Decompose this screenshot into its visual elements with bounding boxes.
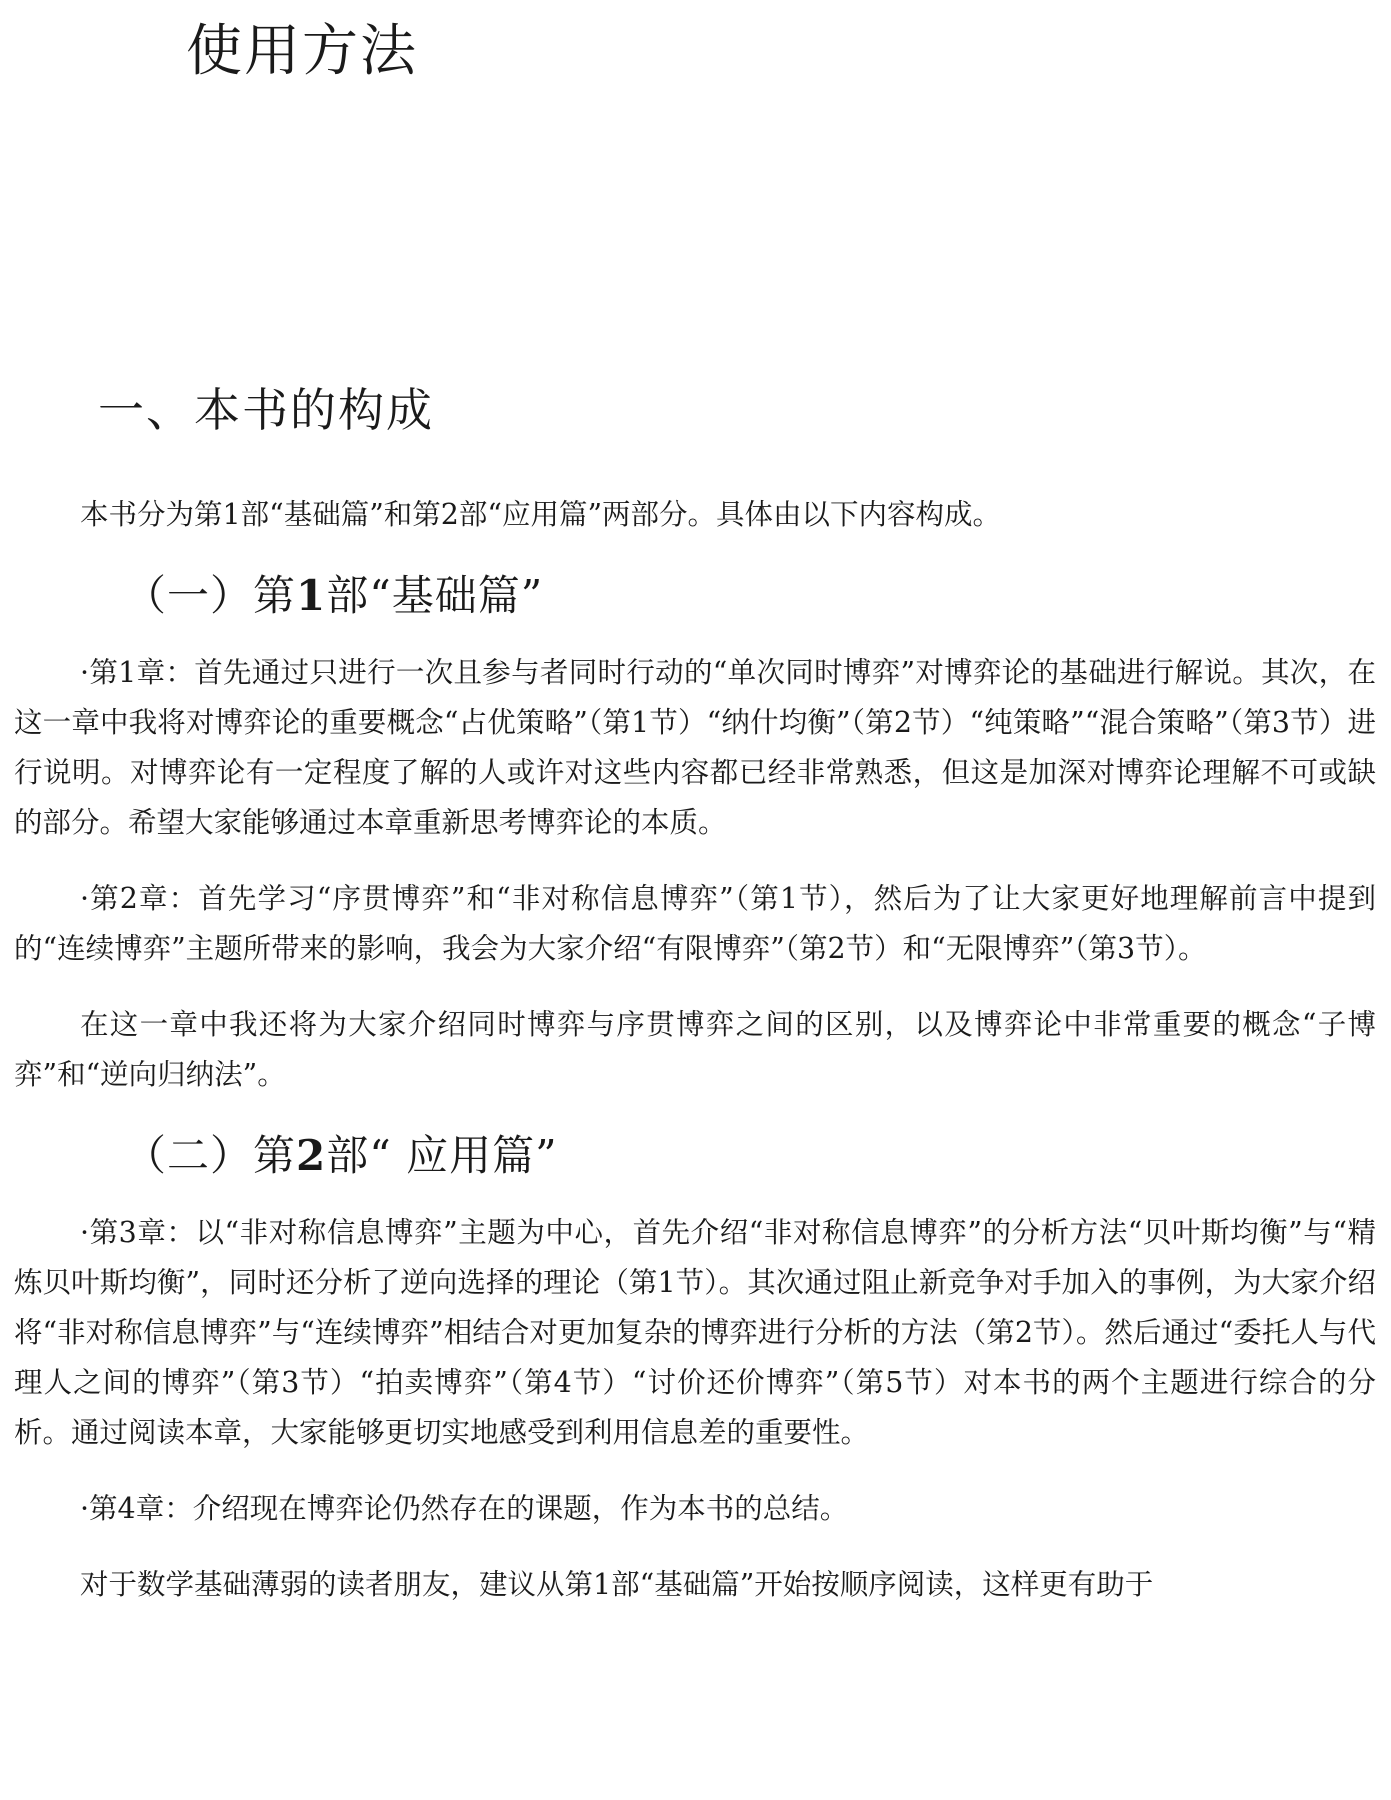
chapter2-paragraph: ·第2章：首先学习“序贯博弈”和“非对称信息博弈”（第1节），然后为了让大家更好地理解前言中提到的“连续博弈”主题所带来的影响，我会为大家介绍“有限博弈”（第2节）和“无限博弈”（第3节）。 bbox=[14, 882, 1376, 965]
part2-heading bbox=[14, 1126, 1376, 1186]
chapter4-paragraph: ·第4章：介绍现在博弈论仍然存在的课题，作为本书的总结。 bbox=[80, 1492, 849, 1525]
document-body bbox=[14, 490, 1376, 1636]
part1-heading-suffix: 部“基础篇” bbox=[326, 571, 544, 620]
section-heading: 一、本书的构成 bbox=[98, 383, 434, 437]
chapter2-note-paragraph: 在这一章中我还将为大家介绍同时博弈与序贯博弈之间的区别，以及博弈论中非常重要的概念“子博弈”和“逆向归纳法”。 bbox=[14, 1008, 1376, 1091]
chapter3-paragraph: ·第3章：以“非对称信息博弈”主题为中心，首先介绍“非对称信息博弈”的分析方法“贝叶斯均衡”与“精炼贝叶斯均衡”，同时还分析了逆向选择的理论（第1节）。其次通过阻止新竞争对手加入的事例，为大家介绍将“非对称信息博弈”与“连续博弈”相结合对更加复杂的博弈进行分析的方法（第2节）。然后通过“委托人与代理人之间的博弈”（第3节）“拍卖博弈”（第4节）“讨价还价博弈”（第5节）对本书的两个主题进行综合的分析。通过阅读本章，大家能够更切实地感受到利用信息差的重要性。 bbox=[14, 1216, 1376, 1449]
part1-heading bbox=[14, 566, 1376, 626]
reading-advice-paragraph: 对于数学基础薄弱的读者朋友，建议从第1部“基础篇”开始按顺序阅读，这样更有助于 bbox=[80, 1568, 1154, 1601]
part2-heading-suffix: 部“ 应用篇” bbox=[326, 1131, 558, 1180]
intro-paragraph: 本书分为第1部“基础篇”和第2部“应用篇”两部分。具体由以下内容构成。 bbox=[80, 498, 1002, 531]
page-title: 使用方法 bbox=[186, 19, 418, 84]
part1-heading-prefix: （一）第 bbox=[124, 571, 297, 620]
part2-heading-number: 2 bbox=[296, 1131, 327, 1180]
part2-heading-prefix: （二）第 bbox=[124, 1131, 297, 1180]
part1-heading-number: 1 bbox=[296, 571, 327, 620]
chapter1-paragraph: ·第1章：首先通过只进行一次且参与者同时行动的“单次同时博弈”对博弈论的基础进行解说。其次，在这一章中我将对博弈论的重要概念“占优策略”（第1节）“纳什均衡”（第2节）“纯策略”“混合策略”（第3节）进行说明。对博弈论有一定程度了解的人或许对这些内容都已经非常熟悉，但这是加深对博弈论理解不可或缺的部分。希望大家能够通过本章重新思考博弈论的本质。 bbox=[14, 656, 1376, 839]
